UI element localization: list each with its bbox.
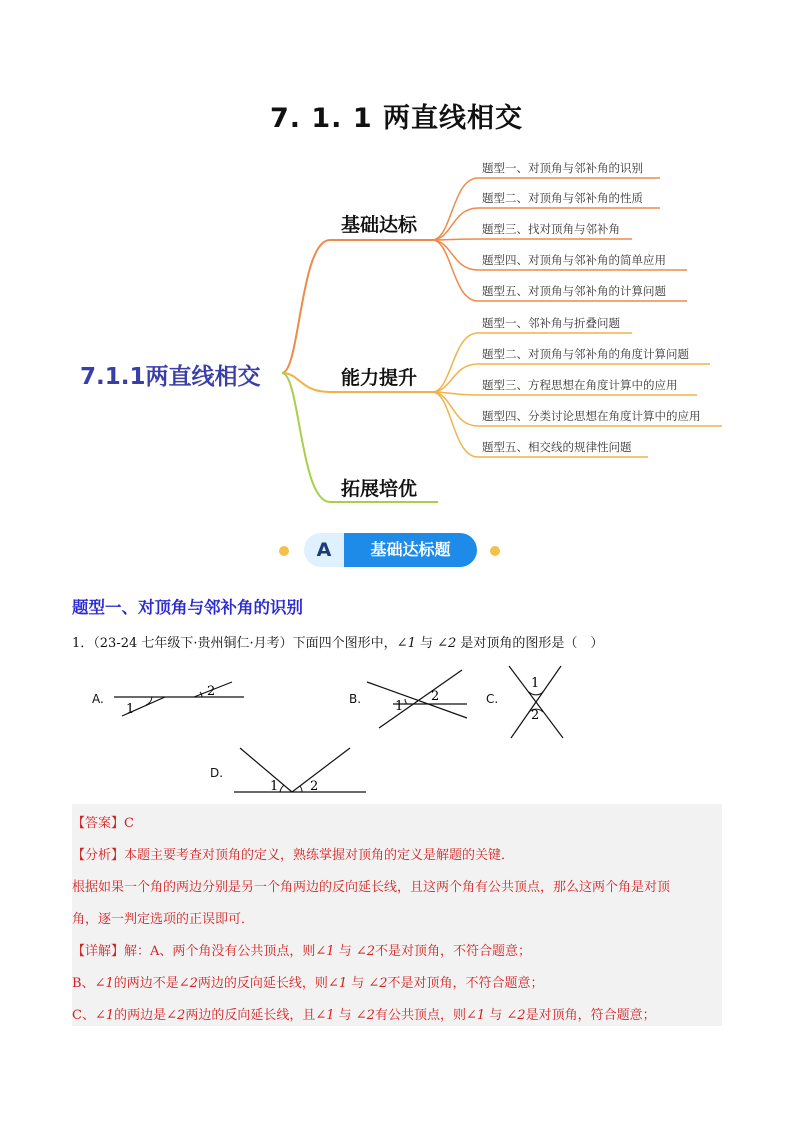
detail-b4: 不是对顶角，不符合题意； bbox=[387, 976, 544, 991]
detail-line-b bbox=[72, 972, 544, 991]
answer-value: C bbox=[124, 816, 134, 831]
angle-1: ∠1 bbox=[315, 1008, 335, 1023]
option-a-n2: 2 bbox=[207, 684, 216, 699]
angle-1: ∠1 bbox=[315, 944, 335, 959]
mindmap-leaf: 题型五、相交线的规律性问题 bbox=[482, 440, 632, 454]
mindmap-leaf: 题型二、对顶角与邻补角的性质 bbox=[482, 191, 643, 205]
option-a-label: A. bbox=[92, 692, 104, 706]
option-d-figure bbox=[230, 744, 370, 796]
mindmap-leaf: 题型三、方程思想在角度计算中的应用 bbox=[482, 378, 678, 392]
mindmap-leaf: 题型一、邻补角与折叠问题 bbox=[482, 316, 620, 330]
yu: 与 bbox=[485, 1008, 507, 1023]
mindmap-root: 7.1.1两直线相交 bbox=[80, 364, 261, 390]
mindmap-branch-extend: 拓展培优 bbox=[341, 478, 418, 500]
section-letter: A bbox=[304, 533, 344, 567]
option-a-n1: 1 bbox=[126, 702, 135, 717]
mindmap-branch-ability: 能力提升 bbox=[341, 367, 418, 389]
angle-2: ∠2 bbox=[506, 1008, 526, 1023]
detail-b2: 的两边不是 bbox=[113, 976, 179, 991]
answer-key: 【答案】 bbox=[72, 816, 125, 831]
detail-c4: 有公共顶点，则 bbox=[374, 1008, 466, 1023]
mindmap-leaf: 题型四、分类讨论思想在角度计算中的应用 bbox=[482, 409, 701, 423]
analysis-key: 【分析】 bbox=[72, 848, 125, 863]
question-mid: 与 bbox=[415, 636, 438, 651]
detail-c: C、 bbox=[72, 1008, 95, 1023]
topic-heading: 题型一、对顶角与邻补角的识别 bbox=[72, 598, 303, 617]
angle-1: ∠1 bbox=[94, 976, 114, 991]
section-title: 基础达标题 bbox=[344, 533, 477, 567]
detail-key: 【详解】 bbox=[72, 944, 125, 959]
option-c-n2: 2 bbox=[531, 708, 540, 723]
answer-box bbox=[72, 804, 722, 1026]
detail-b3: 两边的反向延长线，则 bbox=[197, 976, 328, 991]
angle-2: ∠2 bbox=[355, 944, 376, 959]
angle-2: ∠2 bbox=[355, 1008, 375, 1023]
angle-2: ∠2 bbox=[368, 976, 388, 991]
question-body: 下面四个图形中， bbox=[292, 636, 397, 651]
option-b-n1: 1 bbox=[395, 699, 404, 714]
angle-2: ∠2 bbox=[166, 1008, 186, 1023]
analysis-line-2: 根据如果一个角的两边分别是另一个角两边的反向延长线，且这两个角有公共顶点，那么这两个角是对顶 bbox=[72, 880, 671, 895]
yu: 与 bbox=[334, 944, 356, 959]
option-c-n1: 1 bbox=[531, 676, 540, 691]
detail-a: 解：A、两个角没有公共顶点，则 bbox=[124, 944, 316, 959]
mindmap-leaf: 题型二、对顶角与邻补角的角度计算问题 bbox=[482, 347, 689, 361]
angle-1: ∠1 bbox=[396, 636, 416, 651]
option-d-label: D. bbox=[210, 766, 224, 780]
angle-2: ∠2 bbox=[178, 976, 198, 991]
yu: 与 bbox=[334, 1008, 356, 1023]
mindmap-branch-basic: 基础达标 bbox=[341, 214, 418, 236]
detail-c3: 两边的反向延长线，且 bbox=[185, 1008, 316, 1023]
detail-line-a bbox=[72, 940, 531, 959]
option-b-label: B. bbox=[349, 692, 362, 706]
detail-c5: 是对顶角，符合题意； bbox=[525, 1008, 656, 1023]
mindmap-leaf: 题型四、对顶角与邻补角的简单应用 bbox=[482, 253, 666, 267]
angle-1: ∠1 bbox=[94, 1008, 115, 1023]
detail-line-c bbox=[72, 1004, 656, 1023]
option-c-figure bbox=[503, 662, 569, 742]
mindmap-leaf: 题型三、找对顶角与邻补角 bbox=[482, 222, 620, 236]
mindmap-leaf: 题型五、对顶角与邻补角的计算问题 bbox=[482, 284, 666, 298]
question-source: （23-24 七年级下·贵州铜仁·月考） bbox=[93, 636, 293, 651]
page-title: 7. 1. 1 两直线相交 bbox=[269, 103, 524, 134]
option-a-figure bbox=[110, 680, 250, 720]
option-d-n2: 2 bbox=[310, 779, 319, 794]
detail-a2: 不是对顶角，不符合题意； bbox=[375, 944, 532, 959]
option-d-n1: 1 bbox=[270, 779, 279, 794]
analysis-line-3: 角，逐一判定选项的正误即可． bbox=[72, 912, 255, 927]
question-text bbox=[72, 632, 603, 651]
option-c-label: C. bbox=[486, 692, 499, 706]
detail-c2: 的两边是 bbox=[114, 1008, 167, 1023]
yu: 与 bbox=[347, 976, 369, 991]
answer-line bbox=[72, 812, 134, 831]
angle-1: ∠1 bbox=[327, 976, 348, 991]
question-number: 1． bbox=[72, 636, 94, 651]
angle-1: ∠1 bbox=[465, 1008, 486, 1023]
analysis-line bbox=[72, 844, 514, 863]
mindmap-leaf: 题型一、对顶角与邻补角的识别 bbox=[482, 161, 643, 175]
angle-2: ∠2 bbox=[437, 636, 457, 651]
question-end: 是对顶角的图形是（ ） bbox=[456, 636, 604, 651]
analysis-text: 本题主要考查对顶角的定义，熟练掌握对顶角的定义是解题的关键． bbox=[124, 848, 515, 863]
detail-b: B、 bbox=[72, 976, 95, 991]
option-b-figure bbox=[365, 668, 475, 732]
option-b-n2: 2 bbox=[431, 689, 440, 704]
mindmap-connectors bbox=[0, 0, 793, 530]
section-banner bbox=[304, 533, 477, 567]
